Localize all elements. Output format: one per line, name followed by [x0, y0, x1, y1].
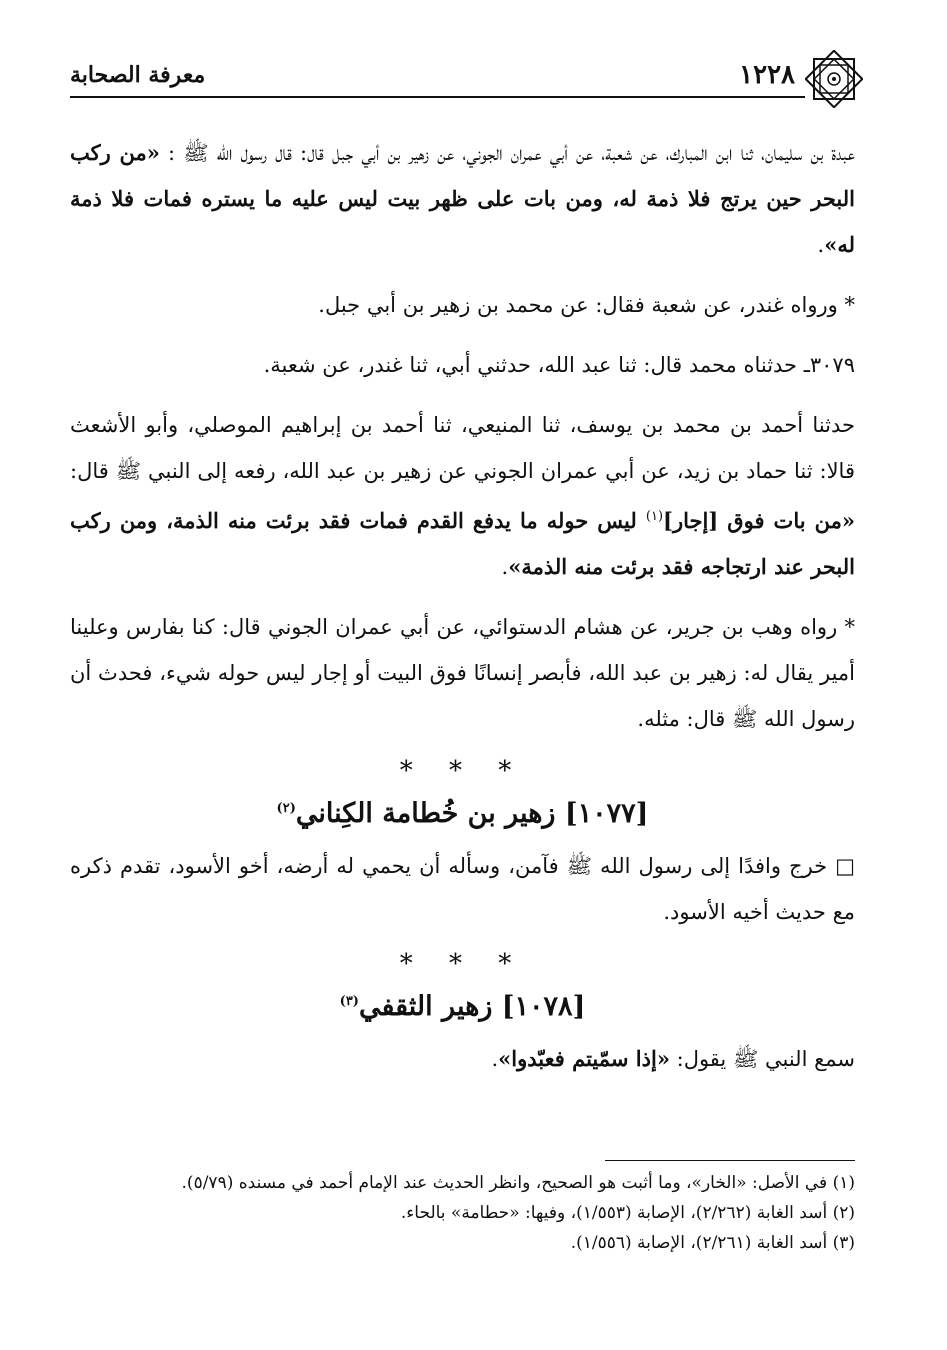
page-header [70, 50, 855, 100]
section-divider: * * * [399, 756, 526, 786]
entry-title-text: [١٠٧٨] زهير الثقفي [358, 991, 586, 1022]
paragraph-2: * ورواه غندر، عن شعبة فقال: عن محمد بن زهير بن أبي جبل. [318, 293, 855, 317]
paragraph-6: □ خرج وافدًا إلى رسول الله ﷺ فآمن، وسأله أن يحمي له أرضه، أخو الأسود، تقدم ذكره مع حديث أخيه الأسود. [70, 854, 855, 924]
footnote-ref: (١) [645, 509, 664, 524]
running-title: معرفة الصحابة [70, 62, 206, 88]
footnote-rule [605, 1160, 855, 1161]
footnote-1: (١) في الأصل: «الخار»، وما أثبت هو الصحيح، وانظر الحديث عند الإمام أحمد في مسنده (٥/٧٩). [181, 1173, 855, 1193]
text-span: حدثنا أحمد بن محمد بن يوسف، ثنا المنيعي، ثنا أحمد بن إبراهيم الموصلي، وأبو الأشعث قالا: ثنا حماد بن زيد، عن أبي عمران الجوني عن زهير بن عبد الله، رفعه إلى النبي ﷺ قال: [70, 413, 855, 483]
page-number: ١٢٢٨ [739, 60, 795, 90]
footnote-ref: (٢) [276, 801, 296, 816]
hadith-text: «من ركب البحر حين يرتج فلا ذمة له، ومن بات على ظهر بيت ليس عليه ما يستره فمات فلا ذمة له» [70, 140, 855, 257]
main-text [70, 130, 855, 1096]
hadith-text: «من بات فوق [إجار] [663, 508, 855, 533]
paragraph-4 [70, 402, 855, 590]
hadith-text: ليس حوله ما يدفع القدم فمات فقد برئت منه الذمة، ومن ركب البحر عند ارتجاجه فقد برئت منه الذمة» [70, 508, 855, 579]
text-span: سمع النبي ﷺ يقول: [669, 1047, 855, 1071]
footnotes [70, 1168, 855, 1258]
text-span: عبدة بن سليمان، ثنا ابن المبارك، عن شعبة، عن أبي عمران الجوني، عن زهير بن أبي جبل قال: قال رسول الله ﷺ : [159, 141, 855, 165]
paragraph-7 [70, 1036, 855, 1082]
footnote-3: (٣) أسد الغابة (٢/٢٦١)، الإصابة (١/٥٥٦). [570, 1233, 855, 1253]
text-span: . [501, 555, 509, 579]
paragraph-3: ٣٠٧٩ـ حدثناه محمد قال: ثنا عبد الله، حدثني أبي، ثنا غندر، عن شعبة. [263, 353, 855, 377]
entry-title-1078 [70, 991, 855, 1022]
paragraph-5: * رواه وهب بن جرير، عن هشام الدستوائي، عن أبي عمران الجوني قال: كنا بفارس وعلينا أمير يقال له: زهير بن عبد الله، فأبصر إنسانًا فوق البيت أو إجار ليس حوله شيء، فحدث أن رسول الله ﷺ قال: مثله. [70, 615, 855, 731]
text-span: . [491, 1047, 499, 1071]
footnote-2: (٢) أسد الغابة (٢/٢٦٢)، الإصابة (١/٥٥٣)، وفيها: «حطامة» بالحاء. [400, 1203, 855, 1223]
header-rule [70, 96, 805, 98]
text-span: . [817, 233, 825, 257]
paragraph-1 [70, 130, 855, 268]
octagram-ornament-icon [805, 50, 863, 108]
entry-title-1077 [70, 798, 855, 829]
hadith-text: «إذا سمّيتم فعبّدوا» [498, 1046, 670, 1071]
entry-title-text: [١٠٧٧] زهير بن خُطامة الكِناني [295, 798, 649, 829]
footnote-ref: (٣) [339, 994, 359, 1009]
section-divider: * * * [399, 949, 526, 979]
